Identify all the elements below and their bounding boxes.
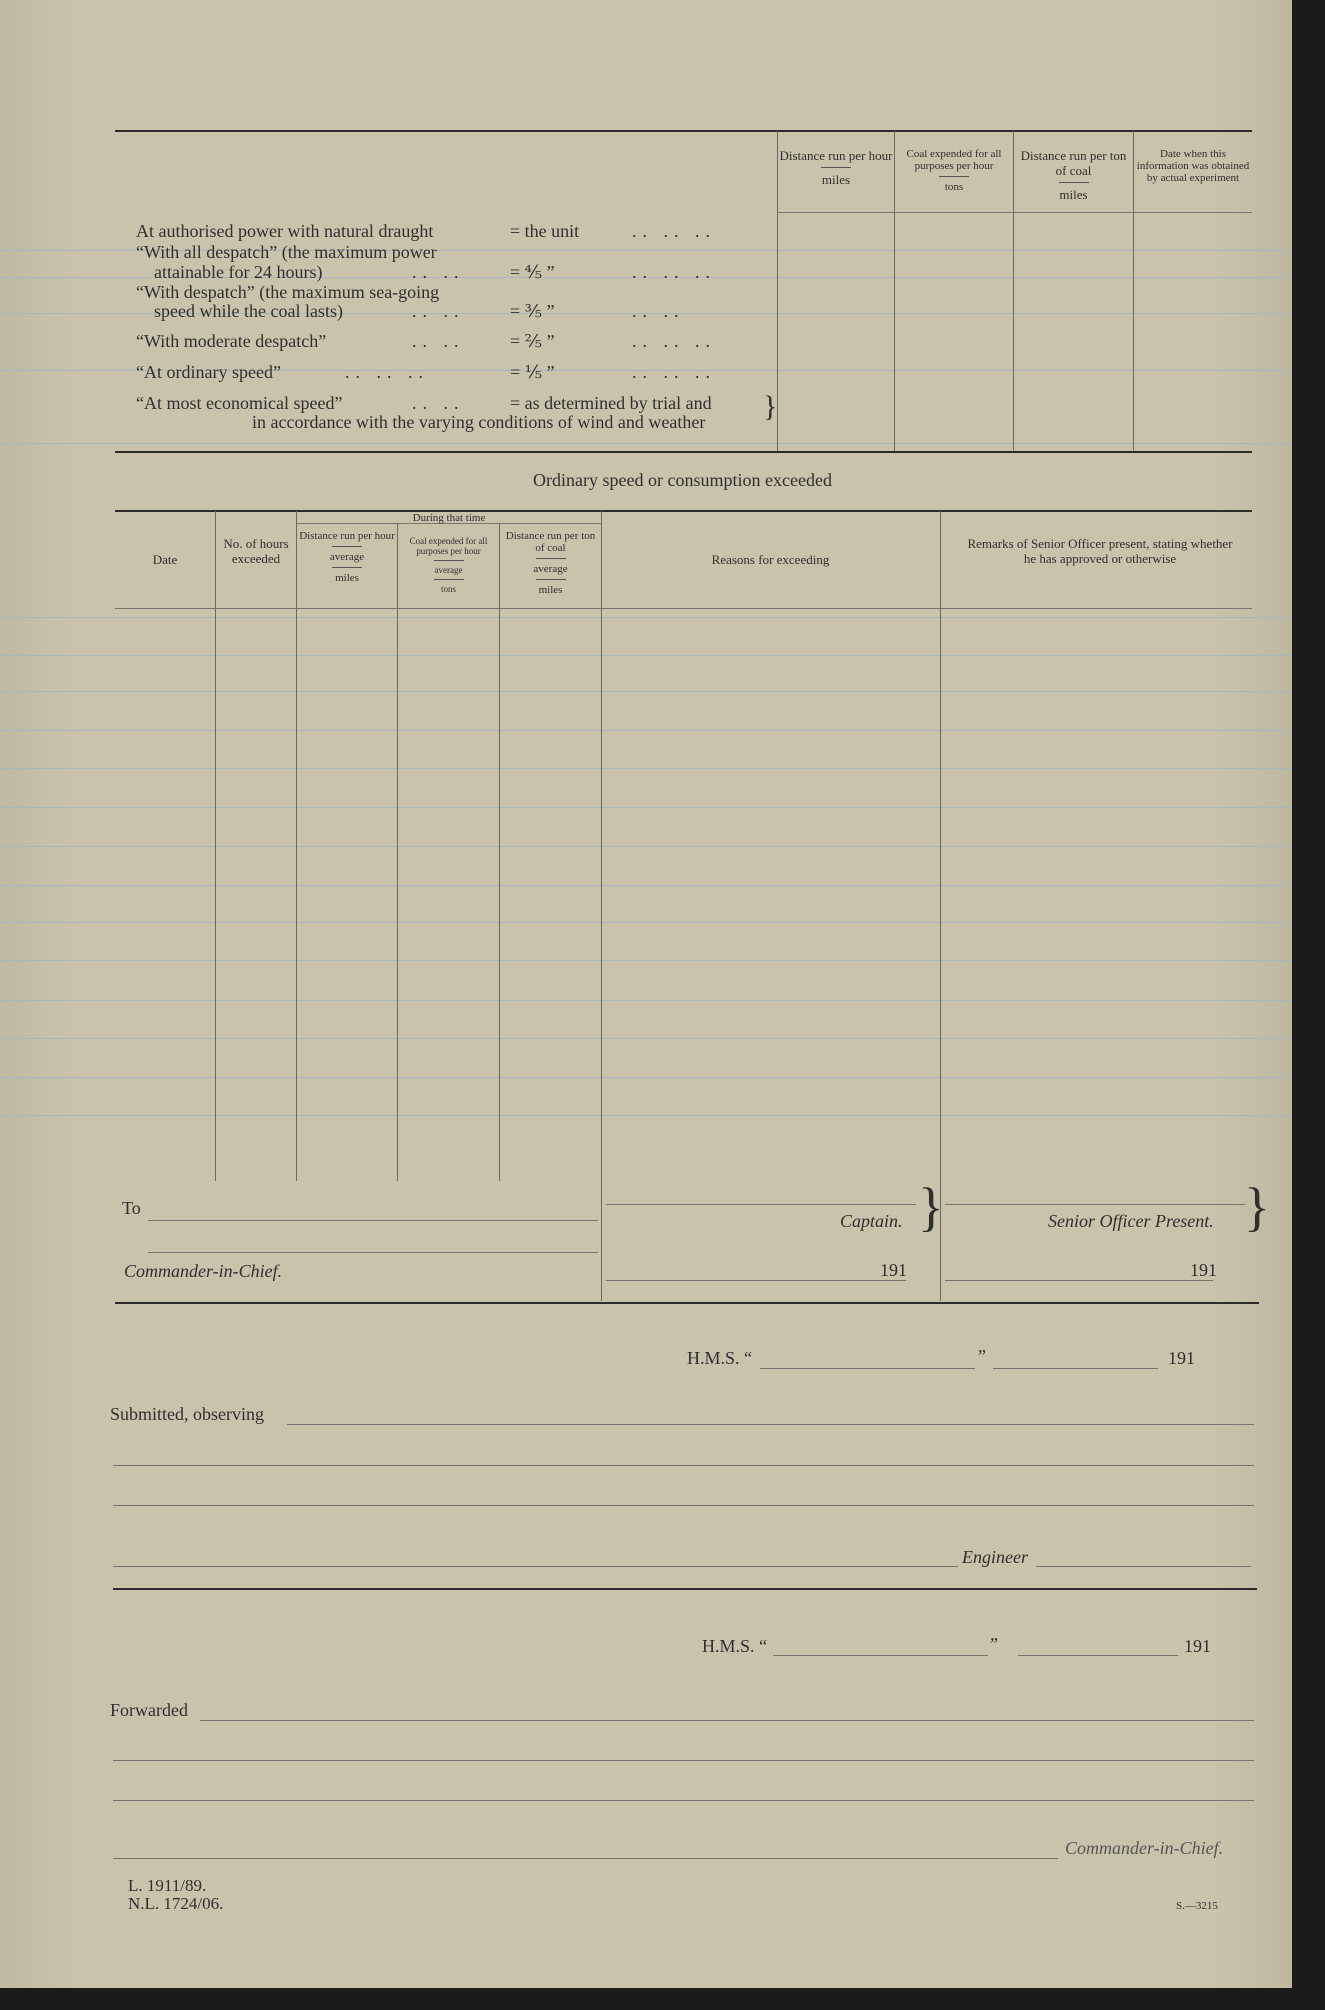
col-reasons: Reasons for exceeding xyxy=(711,552,830,567)
row-eq-unit: = the unit xyxy=(510,221,580,241)
forwarded-line-4[interactable] xyxy=(113,1858,1058,1859)
forwarded-line-3[interactable] xyxy=(113,1800,1254,1801)
to-line-2[interactable] xyxy=(148,1252,598,1253)
cinc-label: Commander-in-Chief. xyxy=(124,1261,283,1281)
col-date: Date xyxy=(152,552,178,567)
senior-label: Senior Officer Present. xyxy=(1048,1211,1214,1231)
ref-nl: N.L. 1724/06. xyxy=(128,1894,224,1913)
bracket-brace: } xyxy=(763,390,778,423)
section-title: Ordinary speed or consumption exceeded xyxy=(533,470,832,490)
submitted-line-2[interactable] xyxy=(113,1465,1254,1466)
submitted-line-4[interactable] xyxy=(113,1566,958,1567)
ship-date-line-2[interactable] xyxy=(1018,1655,1178,1656)
row-label-economical-speed-2: in accordance with the varying conditions of wind and weather xyxy=(252,412,706,432)
header-distance-per-hour: Distance run per hour miles xyxy=(779,148,893,187)
submitted-line-3[interactable] xyxy=(113,1505,1254,1506)
col-per-ton: Distance run per ton of coal average miles xyxy=(505,530,596,596)
ref-l: L. 1911/89. xyxy=(128,1876,207,1895)
ship-date-line[interactable] xyxy=(993,1368,1158,1369)
captain-label: Captain. xyxy=(840,1211,903,1231)
to-line[interactable] xyxy=(148,1220,598,1221)
forwarded-label: Forwarded xyxy=(110,1700,188,1720)
form-sheet: Distance run per hour miles Coal expended for all purposes per hour tons Distance run per ton of coal miles Date when this information was obtained by actual experiment At authorised power with natural draught = the unit .. .. .. “With all despatch” (the maximum power attainable for 24 hours) = ⅘ ” .. .. .. .. .. “With despatch” (the maximum sea-going speed while the coal lasts) = ⅗ ” .. .. .. .. “With moderate despatch” .. .. = ⅖ ” .. .. .. “At ordinary speed” .. .. .. = ⅕ ” .. .. .. “At most economical speed” .. .. = as determined by trial and in accordance with the varying conditions of wind and weather } Ordinary speed or consumption exceeded During that time Date No. of hours exceeded Distance run per hour average miles Coal expended for all purposes per hour average tons Distance run per ton of coal average miles Reasons for exceeding Remarks of Senior Officer present, stating whether he has approved or otherwise To Commander-in-Chief. Captain. } 191 Senior Officer Present. } 191 H.M.S. “ ” 191 Submitted, observing Engineer H.M.S. “ ” 191 Forwarded Commander-in-Chief. L. 1911/89. N.L. 1724/06. S.—3215 xyxy=(0,0,1292,1988)
row-label-all-despatch-2: attainable for 24 hours) xyxy=(154,262,323,282)
hms-year-2: 191 xyxy=(1184,1636,1211,1656)
row-label-ordinary-speed: “At ordinary speed” xyxy=(136,362,281,382)
row-eq-one-fifth: = ⅕ ” xyxy=(510,362,555,382)
to-label: To xyxy=(122,1198,141,1218)
ship-name-line-2[interactable] xyxy=(773,1655,988,1656)
engineer-signature-line[interactable] xyxy=(1036,1566,1251,1567)
form-code: S.—3215 xyxy=(1176,1900,1218,1912)
row-label-natural-draught: At authorised power with natural draught xyxy=(136,221,434,241)
row-label-all-despatch: “With all despatch” (the maximum power xyxy=(136,242,437,262)
forwarded-line-1[interactable] xyxy=(200,1720,1254,1721)
col-hours: No. of hours exceeded xyxy=(223,536,289,566)
ship-name-line[interactable] xyxy=(760,1368,975,1369)
forwarded-line-2[interactable] xyxy=(113,1760,1254,1761)
hms-label: H.M.S. “ xyxy=(687,1348,753,1368)
header-date-obtained: Date when this information was obtained by actual experiment xyxy=(1136,148,1250,184)
header-distance-per-ton: Distance run per ton of coal miles xyxy=(1020,148,1127,202)
row-label-despatch: “With despatch” (the maximum sea-going xyxy=(136,282,440,302)
captain-line[interactable] xyxy=(606,1204,916,1205)
submitted-line-1[interactable] xyxy=(287,1424,1254,1425)
row-eq-three-fifths: = ⅗ ” xyxy=(510,301,555,321)
senior-date-line[interactable] xyxy=(945,1280,1213,1281)
row-label-moderate-despatch: “With moderate despatch” xyxy=(136,331,327,351)
submitted-label: Submitted, observing xyxy=(110,1404,264,1424)
captain-year: 191 xyxy=(880,1260,907,1280)
cinc-label-2: Commander-in-Chief. xyxy=(1065,1838,1224,1858)
row-eq-four-fifths: = ⅘ ” xyxy=(510,262,555,282)
top-rule xyxy=(115,130,1252,132)
engineer-label: Engineer xyxy=(962,1547,1028,1567)
hms-year: 191 xyxy=(1168,1348,1195,1368)
row-label-economical-speed: “At most economical speed” xyxy=(136,393,343,413)
header-coal-per-hour: Coal expended for all purposes per hour tons xyxy=(906,148,1002,193)
col-coal: Coal expended for all purposes per hour average tons xyxy=(409,536,488,594)
col-distance: Distance run per hour average miles xyxy=(299,530,395,584)
row-eq-two-fifths: = ⅖ ” xyxy=(510,331,555,351)
senior-year: 191 xyxy=(1190,1260,1217,1280)
row-eq-trial: = as determined by trial and xyxy=(510,393,712,413)
captain-date-line[interactable] xyxy=(606,1280,906,1281)
during-that-time: During that time xyxy=(412,512,486,524)
col-remarks: Remarks of Senior Officer present, stating whether he has approved or otherwise xyxy=(967,536,1233,566)
row-label-despatch-2: speed while the coal lasts) xyxy=(154,301,343,321)
senior-line[interactable] xyxy=(945,1204,1245,1205)
hms-label-2: H.M.S. “ xyxy=(702,1636,768,1656)
mid-rule xyxy=(115,451,1252,453)
